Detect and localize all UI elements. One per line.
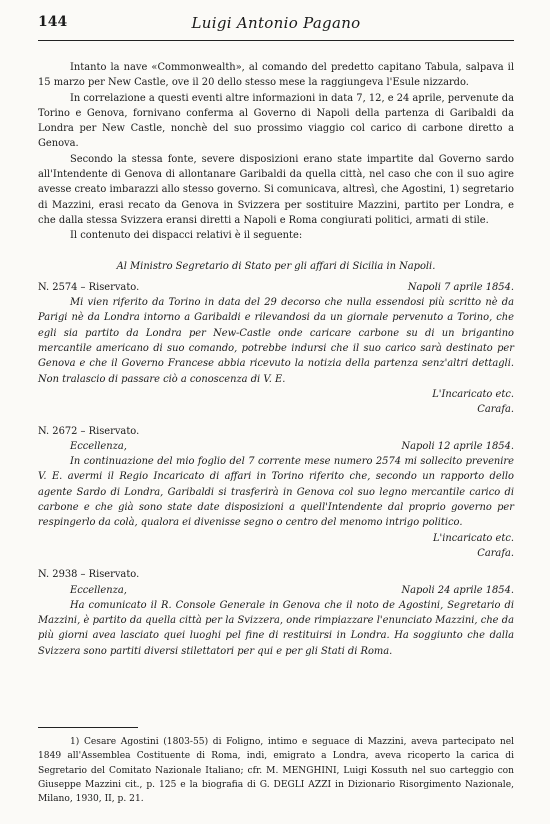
page-header xyxy=(38,14,514,34)
dispatch-signature: L'Incaricato etc. xyxy=(432,388,514,400)
dispatch-place-date: Napoli 24 aprile 1854. xyxy=(401,584,514,596)
footnote-rule xyxy=(38,727,138,728)
dispatch-place-date: Napoli 7 aprile 1854. xyxy=(407,281,514,293)
footnote xyxy=(38,735,514,806)
dispatch-text: Ha comunicato il R. Console Generale in Genova che il noto de Agostini, Segretario di Mazzini, è partito da quella città per la Svizzera, onde rimpiazzare l'enunciato Mazzini, che da più giorni avea lasciato quei luoghi pel fine di restituirsi in Londra. Ha soggiunto che dalla Svizzera sono partiti diversi stilettatori per qui e per gli Stati di Roma. xyxy=(38,599,514,657)
page-number: 144 xyxy=(38,14,68,30)
dispatch-salutation: Eccellenza, xyxy=(70,440,127,452)
paragraph: Secondo la stessa fonte, severe disposizioni erano state impartite dal Governo sardo all'Intendente di Genova di allontanare Garibaldi da quella città, nel caso che con il suo agire avesse creato imbarazzi allo stesso governo. Si comunicava, altresì, che Agostini, 1) segretario di Mazzini, erasi recato da Genova in Svizzera per sostituire Mazzini, partito per Londra, e che dalla stessa Svizzera eransi diretti a Napoli e Roma congiurati politici, armati di stile. xyxy=(38,153,514,226)
dispatch-salutation: Eccellenza, xyxy=(70,584,127,596)
dispatch-ref: N. 2574 – Riservato. xyxy=(38,281,140,293)
dispatch-signature-name: Carafa. xyxy=(477,404,514,416)
dispatch-text: In continuazione del mio foglio del 7 corrente mese numero 2574 mi sollecito prevenire V. E. avermi il Regio Incaricato di affari in Torino riferito che, secondo un rapporto dello agente Sardo di Londra, Garibaldi si trasferirà in Genova col suo legno mercantile carico di carbone e che già sono state date disposizioni a quell'Intendente dal proprio governo per respingerlo da colà, qualora ei divenisse segno o centro del menomo intrigo politico. xyxy=(38,456,514,529)
dispatch xyxy=(38,280,514,418)
dispatch xyxy=(38,424,514,562)
dispatch-ref: N. 2672 – Riservato. xyxy=(38,425,140,437)
paragraph: In correlazione a questi eventi altre informazioni in data 7, 12, e 24 aprile, pervenute da Torino e Genova, fornivano conferma al Governo di Napoli della partenza di Garibaldi da Londra per New Castle, nonchè del suo prossimo viaggio col carico di carbone diretto a Genova. xyxy=(38,92,514,150)
dispatch-address: Al Ministro Segretario di Stato per gli affari di Sicilia in Napoli. xyxy=(116,260,436,272)
dispatch-signature-name: Carafa. xyxy=(477,547,514,559)
footnote-text: 1) Cesare Agostini (1803-55) di Foligno, intimo e seguace di Mazzini, aveva partecipato nel 1849 all'Assemblea Costituente di Roma, indi, emigrato a Londra, aveva ricoperto la carica di Segretario del Comitato Nazionale Italiano; cfr. M. MENGHINI, Luigi Kossuth nel suo carteggio con Giuseppe Mazzini cit., p. 125 e la biografia di G. DEGLI AZZI in Dizionario Risorgimento Nazionale, Milano, 1930, II, p. 21. xyxy=(38,737,514,805)
running-title: Luigi Antonio Pagano xyxy=(191,14,361,32)
page-body xyxy=(38,60,514,659)
dispatch xyxy=(38,567,514,659)
header-rule xyxy=(38,40,514,41)
paragraph: Il contenuto dei dispacci relativi è il seguente: xyxy=(70,230,303,242)
paragraph: Intanto la nave «Commonwealth», al comando del predetto capitano Tabula, salpava il 15 marzo per New Castle, ove il 20 dello stesso mese la raggiungeva l'Esule nizzardo. xyxy=(38,62,514,89)
dispatch-ref: N. 2938 – Riservato. xyxy=(38,569,140,581)
dispatch-place-date: Napoli 12 aprile 1854. xyxy=(401,440,514,452)
dispatch-text: Mi vien riferito da Torino in data del 29 decorso che nulla essendosi più scritto nè da Parigi nè da Londra intorno a Garibaldi e rilevandosi da un giornale pervenuto a Torino, che egli sia partito da Londra per New-Castle onde caricare carbone su di un brigantino mercantile americano di suo comando, potrebbe indursi che il suo carico sarà destinato per Genova e che il Governo Francese abbia ricevuto la notizia della partenza senz'altri dettagli. Non tralascio di passare ciò a conoscenza di V. E. xyxy=(38,297,514,385)
dispatch-signature: L'incaricato etc. xyxy=(432,532,514,544)
